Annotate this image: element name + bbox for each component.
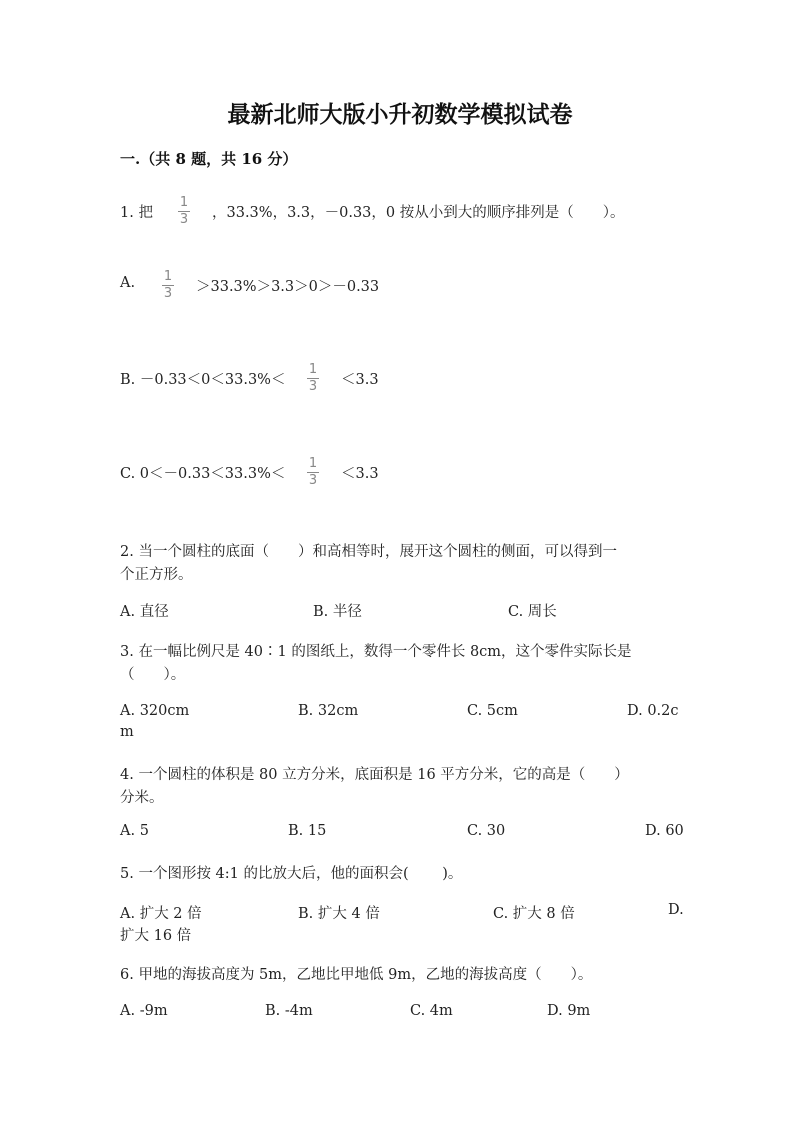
q3-option-b: B. 32cm: [298, 703, 359, 719]
fraction-denominator: 3: [163, 286, 173, 301]
q1-suffix: ，33.3%，3.3，－0.33，0 按从小到大的顺序排列是（ ）。: [212, 205, 625, 221]
q5-option-c: C. 扩大 8 倍: [493, 906, 575, 922]
q1-prefix: 1. 把: [120, 205, 153, 221]
q3-text-line2: （ ）。: [120, 667, 186, 683]
q6-option-d: D. 9m: [547, 1003, 591, 1019]
fraction-one-third: [176, 196, 192, 227]
q3-option-c: C. 5cm: [467, 703, 518, 719]
q4-option-c: C. 30: [467, 823, 506, 839]
fraction-denominator: 3: [308, 473, 318, 488]
fraction-denominator: 3: [308, 379, 318, 394]
q5-option-a: A. 扩大 2 倍: [120, 906, 202, 922]
fraction-numerator: 1: [308, 456, 318, 471]
q4-option-b: B. 15: [288, 823, 327, 839]
page-title: 最新北师大版小升初数学模拟试卷: [227, 102, 573, 128]
q2-option-a: A. 直径: [120, 604, 169, 620]
fraction-denominator: 3: [179, 212, 189, 227]
fraction-one-third: [305, 363, 321, 394]
q6-option-b: B. -4m: [265, 1003, 313, 1019]
fraction-numerator: 1: [308, 362, 318, 377]
q4-text-line1: 4. 一个圆柱的体积是 80 立方分米，底面积是 16 平方分米，它的高是（ ）: [120, 767, 629, 783]
q5-option-d: D.: [668, 902, 684, 918]
q4-text-line2: 分米。: [120, 790, 164, 806]
fraction-one-third: [160, 270, 176, 301]
q2-option-c: C. 周长: [508, 604, 557, 620]
q1-option-c-tail: ＜3.3: [341, 466, 379, 482]
q6-option-a: A. -9m: [120, 1003, 168, 1019]
q5-option-b: B. 扩大 4 倍: [298, 906, 380, 922]
q2-text-line2: 个正方形。: [120, 567, 193, 583]
q3-option-a: A. 320cm: [120, 703, 190, 719]
q1-option-a-text: ＞33.3%＞3.3＞0＞－0.33: [196, 279, 380, 295]
q1-option-b-tail: ＜3.3: [341, 372, 379, 388]
q3-option-d: D. 0.2c: [627, 703, 679, 719]
q3-text-line1: 3. 在一幅比例尺是 40∶1 的图纸上，数得一个零件长 8cm，这个零件实际长是: [120, 644, 632, 660]
q4-option-a: A. 5: [120, 823, 149, 839]
q1-option-a-label: A.: [120, 275, 136, 291]
q3-option-d-wrap: m: [120, 724, 134, 740]
q1-option-b-text: B. －0.33＜0＜33.3%＜: [120, 372, 286, 388]
q2-text-line1: 2. 当一个圆柱的底面（ ）和高相等时，展开这个圆柱的侧面，可以得到一: [120, 544, 617, 560]
q5-text-line1: 5. 一个图形按 4:1 的比放大后，他的面积会( )。: [120, 866, 463, 882]
q6-option-c: C. 4m: [410, 1003, 453, 1019]
q2-option-b: B. 半径: [313, 604, 362, 620]
fraction-one-third: [305, 457, 321, 488]
fraction-numerator: 1: [163, 269, 173, 284]
q4-option-d: D. 60: [645, 823, 684, 839]
section-header: 一.（共 8 题，共 16 分）: [120, 150, 298, 168]
q6-text-line1: 6. 甲地的海拔高度为 5m，乙地比甲地低 9m，乙地的海拔高度（ ）。: [120, 967, 593, 983]
q1-option-c-text: C. 0＜－0.33＜33.3%＜: [120, 466, 286, 482]
q5-option-d-wrap: 扩大 16 倍: [120, 928, 192, 944]
fraction-numerator: 1: [179, 195, 189, 210]
